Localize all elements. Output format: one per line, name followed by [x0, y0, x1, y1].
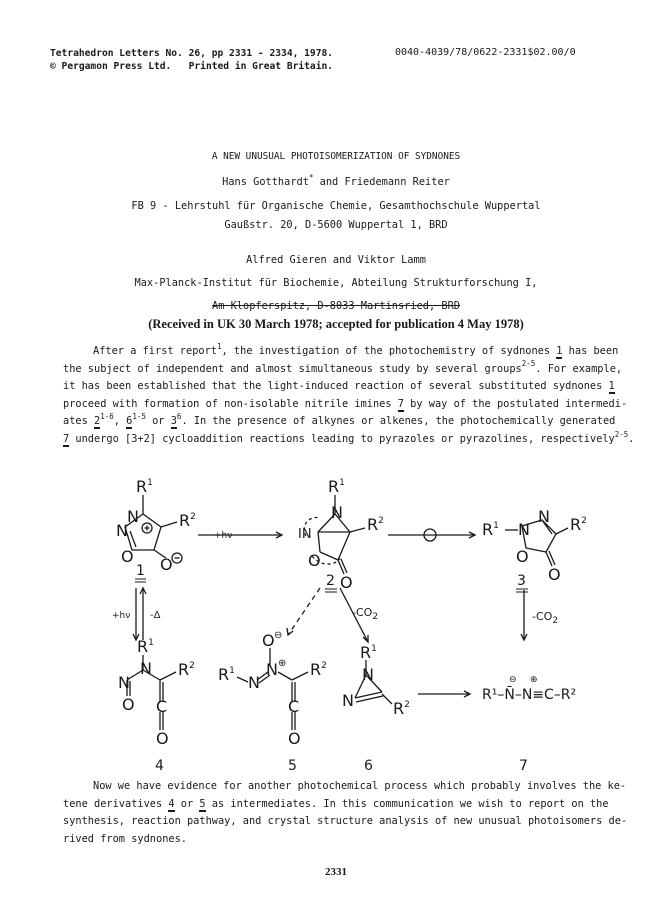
compound-3-label: 3	[517, 573, 526, 589]
compound-2-label: 2	[326, 573, 335, 589]
intro-paragraph: After a first report$^1$, the investigation of the photochemistry of sydnones 1 has been the subject of independent and almost simultaneous study by several groups$^{2-5}$. For example, it has been established that the light-induced reaction of several substituted sydnones 1 proceed with formation of non-isolable nitrile imines 7 by way of the postulated intermedi- ates 2$^{1-6}$, 6$^{1-5}$ or $3^6$. In the presence of alkynes or alkenes, the photochemically generated 7 undergo [3+2] cycloaddition reactions leading to pyrazoles or pyrazolines, respectively$^{2-5}$.	[63, 341, 635, 445]
compound-2-o-exo: O	[340, 573, 353, 592]
compound-3-o-exo: O	[548, 565, 561, 584]
co2-label-3-7: $-CO_2$	[532, 610, 559, 626]
compound-1-r1: $R^1$	[136, 477, 153, 496]
co2-label-2-6: $-CO_2$	[352, 606, 379, 622]
affiliation-2-line-2: Am Klopferspitz, D-8033 Martinsried, BRD	[212, 300, 460, 312]
compound-1-r2: $R^2$	[179, 511, 196, 530]
hv-label-1: +hν	[214, 531, 233, 541]
compound-6-r1: $R^1$	[360, 643, 377, 662]
reaction-scheme	[0, 470, 672, 774]
compound-4-r1: $R^1$	[137, 637, 154, 656]
affiliation-1-line-2: Gaußstr. 20, D-5600 Wuppertal 1, BRD	[224, 219, 448, 231]
compound-2-n: N	[331, 503, 343, 522]
page-number: 2331	[325, 866, 347, 878]
compound-5-n2: N	[266, 660, 278, 679]
compound-7-plus: ⊕	[530, 675, 538, 685]
compound-7-label: 7	[519, 758, 528, 774]
publisher-line: © Pergamon Press Ltd. Printed in Great Britain.	[50, 61, 334, 72]
minus-delta-label: -Δ	[150, 610, 161, 621]
evidence-paragraph: Now we have evidence for another photochemical process which probably involves the ke- tene derivatives 4 or 5 as intermediates. In this communication we wish to report on the synthesis, reaction pathway, and crystal structure analysis of new unusual photoisomers de- rived from sydnones.	[63, 780, 628, 845]
compound-6-n2: N	[342, 691, 354, 710]
hv-label-2: +hν	[112, 611, 131, 621]
compound-2-in: IN	[298, 527, 312, 542]
article-code: 0040-4039/78/0622-2331$02.00/0	[395, 47, 576, 58]
compound-3-r2: $R^2$	[570, 515, 587, 534]
affiliation-1-line-1: FB 9 - Lehrstuhl für Organische Chemie, Gesamthochschule Wuppertal	[131, 200, 541, 212]
compound-7-structure: R¹–N̄–N≡C–R²	[482, 687, 577, 703]
compound-4-n2: N	[118, 673, 130, 692]
compound-3-n: N	[518, 520, 530, 539]
compound-5-o2: O	[288, 729, 301, 748]
compound-1-n: N	[127, 507, 139, 526]
compound-5-minus: ⊖	[274, 630, 283, 641]
compound-5-o-top: O	[262, 631, 275, 650]
compound-4-c: C	[156, 697, 168, 716]
compound-4-label: 4	[155, 758, 164, 774]
compound-5-plus: ⊕	[278, 658, 287, 669]
compound-1-n2: N	[116, 521, 128, 540]
compound-3-n2: N	[538, 507, 550, 526]
compound-6-label: 6	[364, 758, 373, 774]
compound-1-o-exo: O	[160, 555, 173, 574]
compound-6-n1: N	[362, 665, 374, 684]
compound-2-o: O	[308, 551, 321, 570]
compound-3-structure	[505, 520, 568, 566]
authors-group-2: Alfred Gieren and Viktor Lamm	[246, 254, 426, 266]
compound-3-o: O	[516, 547, 529, 566]
compound-1-label: 1	[136, 563, 145, 579]
compound-5-c: C	[288, 697, 300, 716]
journal-citation: Tetrahedron Letters No. 26, pp 2331 - 2334, 1978.	[50, 48, 334, 59]
compound-4-n: N	[140, 659, 152, 678]
compound-2-r1: $R^1$	[328, 477, 345, 496]
compound-5-r1: $R^1$	[218, 665, 235, 684]
compound-3-r1: $R^1$	[482, 520, 499, 539]
compound-4-r2: $R^2$	[178, 660, 195, 679]
authors-group-1: Hans Gotthardt* and Friedemann Reiter	[222, 172, 450, 188]
compound-7-minus: ⊖	[509, 675, 517, 685]
compound-5-label: 5	[288, 758, 297, 774]
article-title: A NEW UNUSUAL PHOTOISOMERIZATION OF SYDNONES	[211, 151, 461, 162]
compound-5-n1: N	[248, 673, 260, 692]
compound-4-o2: O	[156, 729, 169, 748]
compound-6-r2: $R^2$	[393, 699, 410, 718]
compound-2-r2: $R^2$	[367, 515, 384, 534]
compound-5-r2: $R^2$	[310, 660, 327, 679]
affiliation-2-line-1: Max-Planck-Institut für Biochemie, Abteilung Strukturforschung I,	[134, 277, 538, 289]
compound-1-o-ring: O	[121, 547, 134, 566]
received-line: (Received in UK 30 March 1978; accepted for publication 4 May 1978)	[148, 317, 524, 331]
compound-4-o1: O	[122, 695, 135, 714]
